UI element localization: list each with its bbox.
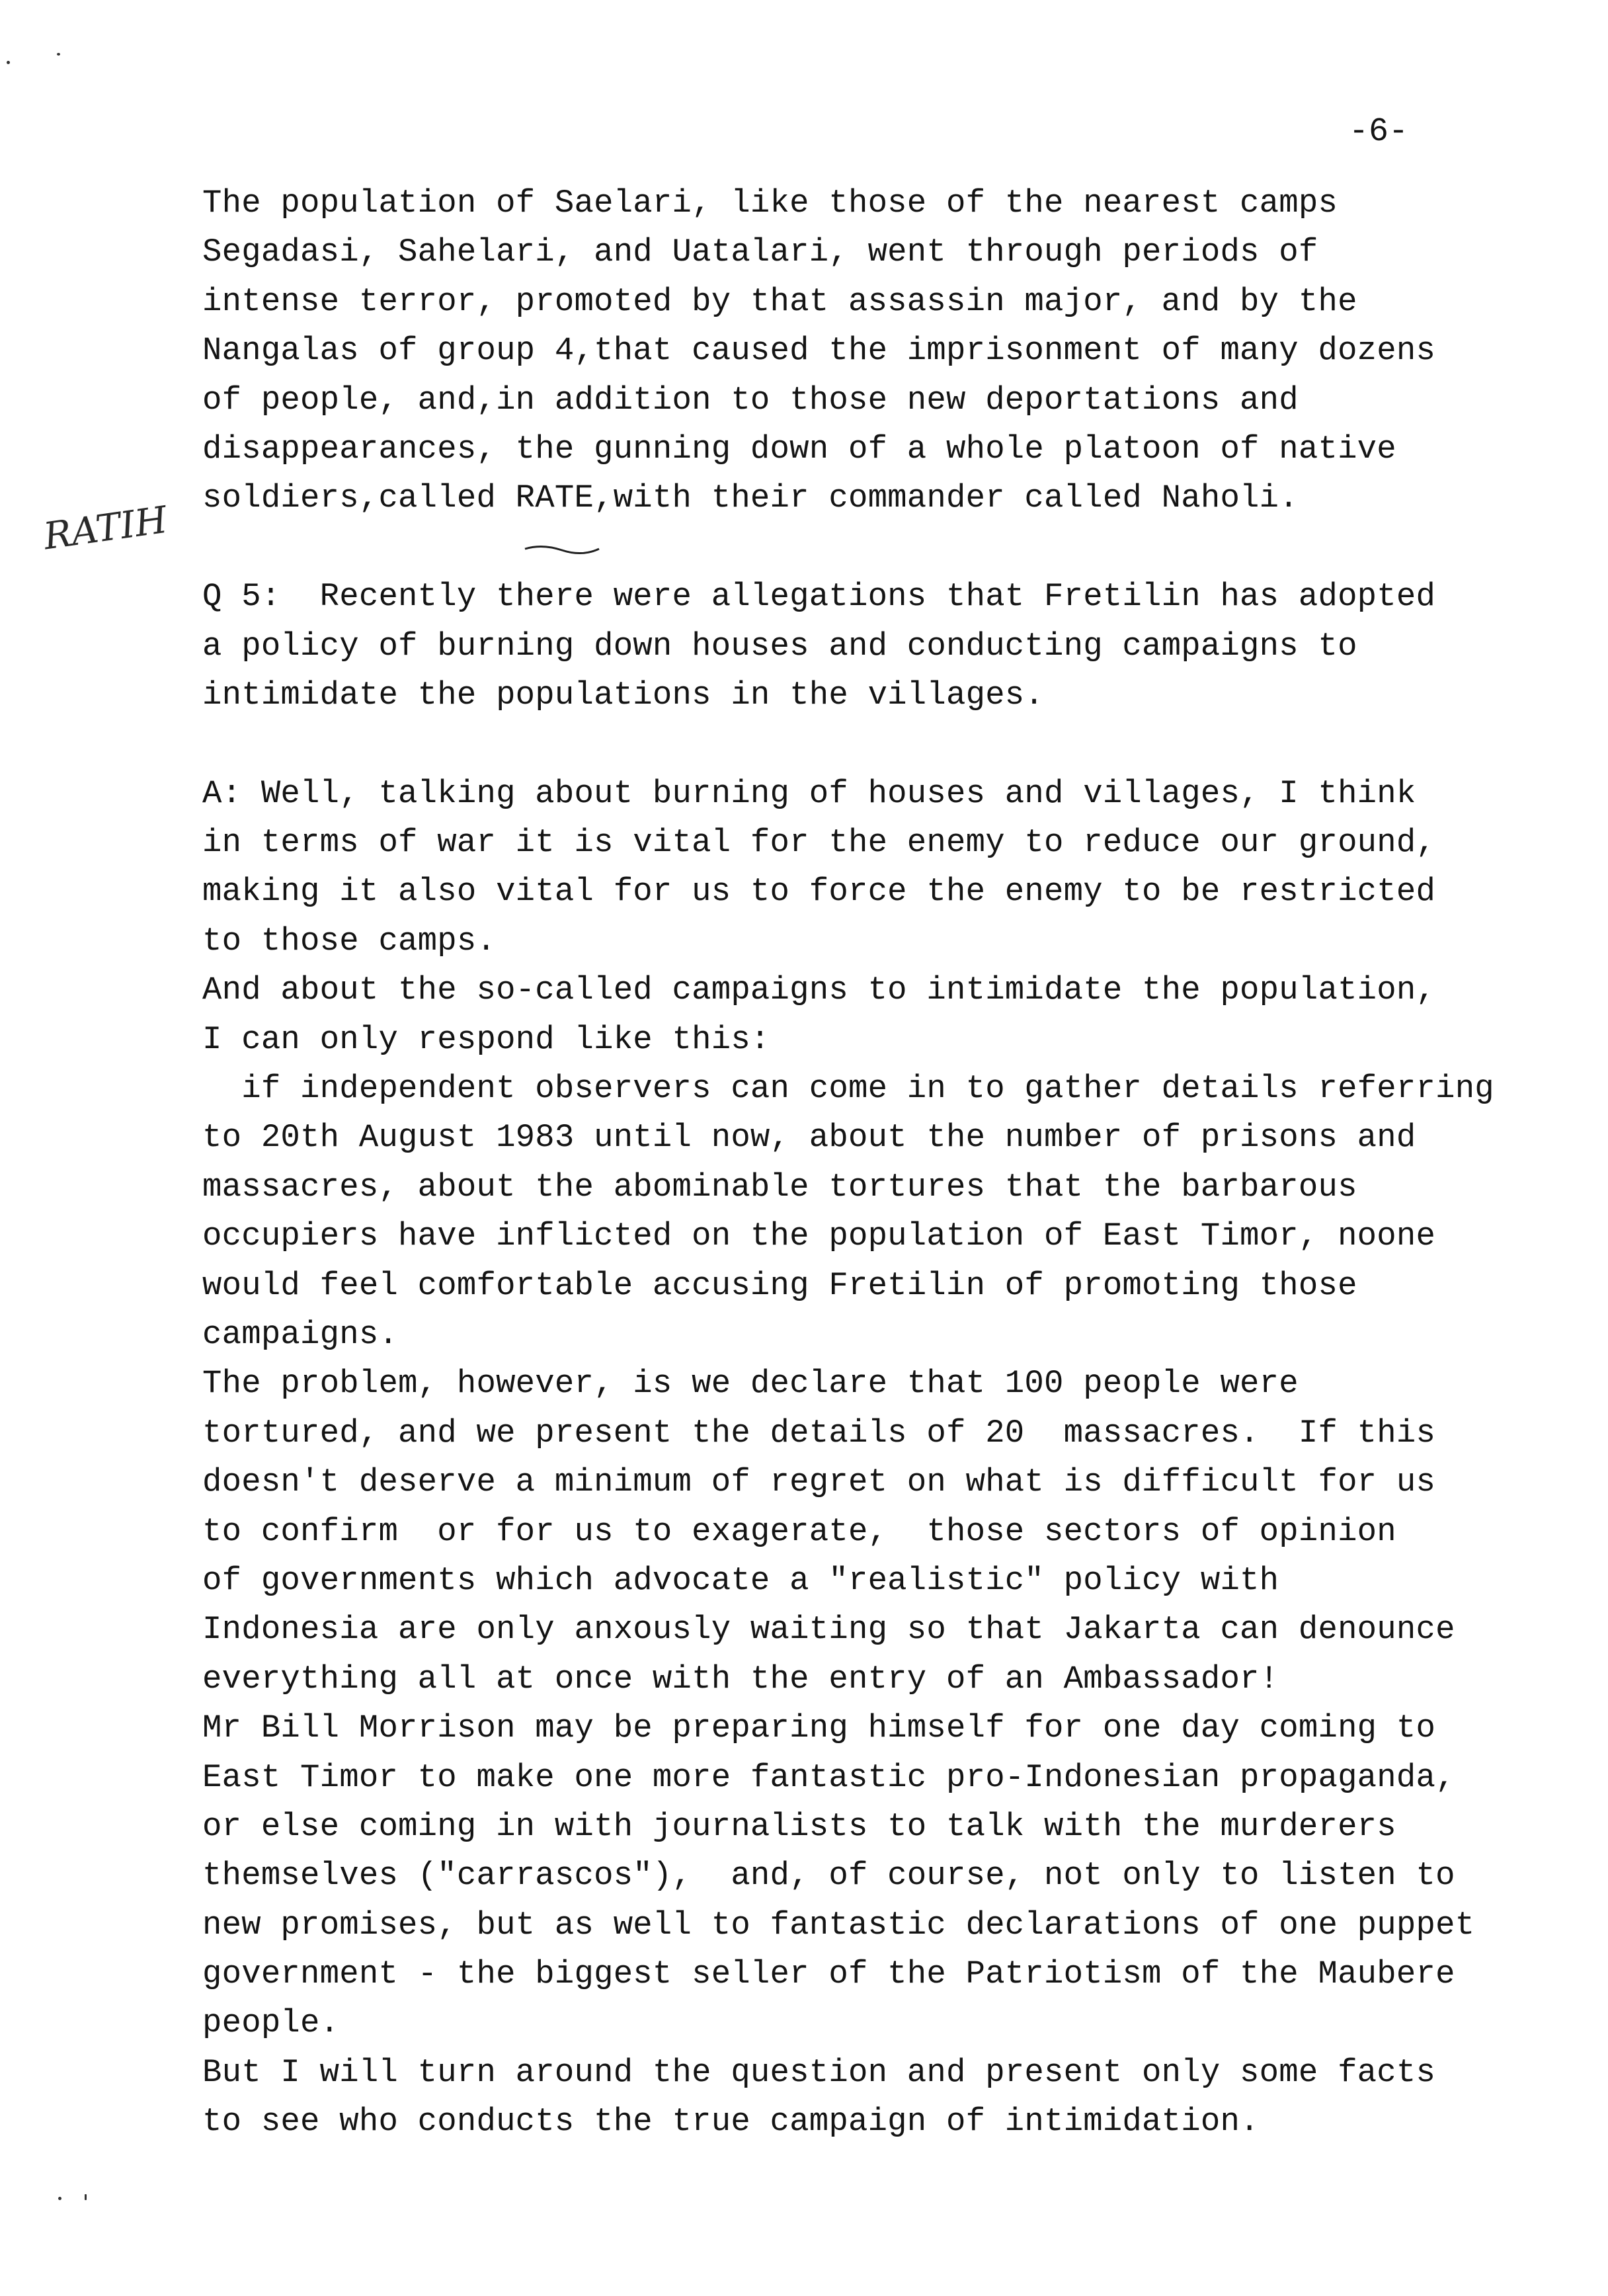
text-line: new promises, but as well to fantastic declarations of one puppet — [202, 1906, 1475, 1944]
text-line: And about the so-called campaigns to intimidate the population, — [202, 971, 1436, 1009]
text-line: intense terror, promoted by that assassin major, and by the — [202, 282, 1357, 320]
text-line: Nangalas of group 4,that caused the imprisonment of many dozens — [202, 332, 1436, 370]
text-line: to 20th August 1983 until now, about the number of prisons and — [202, 1119, 1416, 1157]
text-line: Segadasi, Sahelari, and Uatalari, went through periods of — [202, 233, 1318, 271]
scan-speck — [7, 61, 10, 64]
text-line: But I will turn around the question and present only some facts — [202, 2053, 1436, 2091]
text-line: to confirm or for us to exagerate, those sectors of opinion — [202, 1512, 1396, 1550]
text-line: occupiers have inflicted on the population of East Timor, noone — [202, 1217, 1436, 1255]
text-line: Indonesia are only anxously waiting so that Jakarta can denounce — [202, 1611, 1455, 1649]
text-line: soldiers,called RATE,with their commander called Naholi. — [202, 479, 1299, 517]
handwritten-margin-note: RATIH — [41, 498, 171, 559]
text-line: East Timor to make one more fantastic pro-Indonesian propaganda, — [202, 1758, 1455, 1796]
text-line: making it also vital for us to force the enemy to be restricted — [202, 873, 1436, 911]
text-line: to those camps. — [202, 922, 497, 960]
text-line: everything all at once with the entry of an Ambassador! — [202, 1660, 1279, 1698]
text-line: The population of Saelari, like those of the nearest camps — [202, 184, 1338, 222]
text-line: I can only respond like this: — [202, 1020, 770, 1058]
text-line: or else coming in with journalists to talk with the murderers — [202, 1807, 1396, 1845]
text-line: massacres, about the abominable tortures that the barbarous — [202, 1168, 1357, 1206]
text-line: intimidate the populations in the villages. — [202, 676, 1045, 714]
text-line: of governments which advocate a "realistic" policy with — [202, 1561, 1279, 1599]
text-line: people. — [202, 2004, 340, 2042]
text-line: a policy of burning down houses and conducting campaigns to — [202, 627, 1357, 665]
text-line: in terms of war it is vital for the enemy to reduce our ground, — [202, 824, 1436, 862]
scan-speck — [57, 53, 60, 56]
text-line: if independent observers can come in to gather details referring — [202, 1070, 1494, 1108]
text-line: of people, and,in addition to those new deportations and — [202, 381, 1299, 419]
blank-line — [202, 523, 1564, 572]
scan-speck — [85, 2194, 87, 2200]
scan-speck — [58, 2197, 61, 2200]
text-line: Mr Bill Morrison may be preparing himself for one day coming to — [202, 1709, 1436, 1747]
text-line: themselves ("carrascos"), and, of course, not only to listen to — [202, 1857, 1455, 1895]
text-line: would feel comfortable accusing Fretilin of promoting those — [202, 1266, 1357, 1304]
page-number: -6- — [1349, 113, 1409, 151]
text-line: disappearances, the gunning down of a whole platoon of native — [202, 430, 1396, 468]
text-line: campaigns. — [202, 1315, 399, 1353]
text-line: Q 5: Recently there were allegations that Fretilin has adopted — [202, 578, 1436, 616]
document-body — [202, 179, 1564, 2147]
text-line: government - the biggest seller of the Patriotism of the Maubere — [202, 1955, 1455, 1993]
text-line: A: Well, talking about burning of houses and villages, I think — [202, 774, 1416, 812]
text-line: The problem, however, is we declare that 100 people were — [202, 1365, 1299, 1403]
text-line: tortured, and we present the details of 20 massacres. If this — [202, 1414, 1436, 1452]
blank-line — [202, 719, 1564, 768]
text-line: to see who conducts the true campaign of intimidation. — [202, 2103, 1260, 2141]
text-line: doesn't deserve a minimum of regret on what is difficult for us — [202, 1463, 1436, 1501]
